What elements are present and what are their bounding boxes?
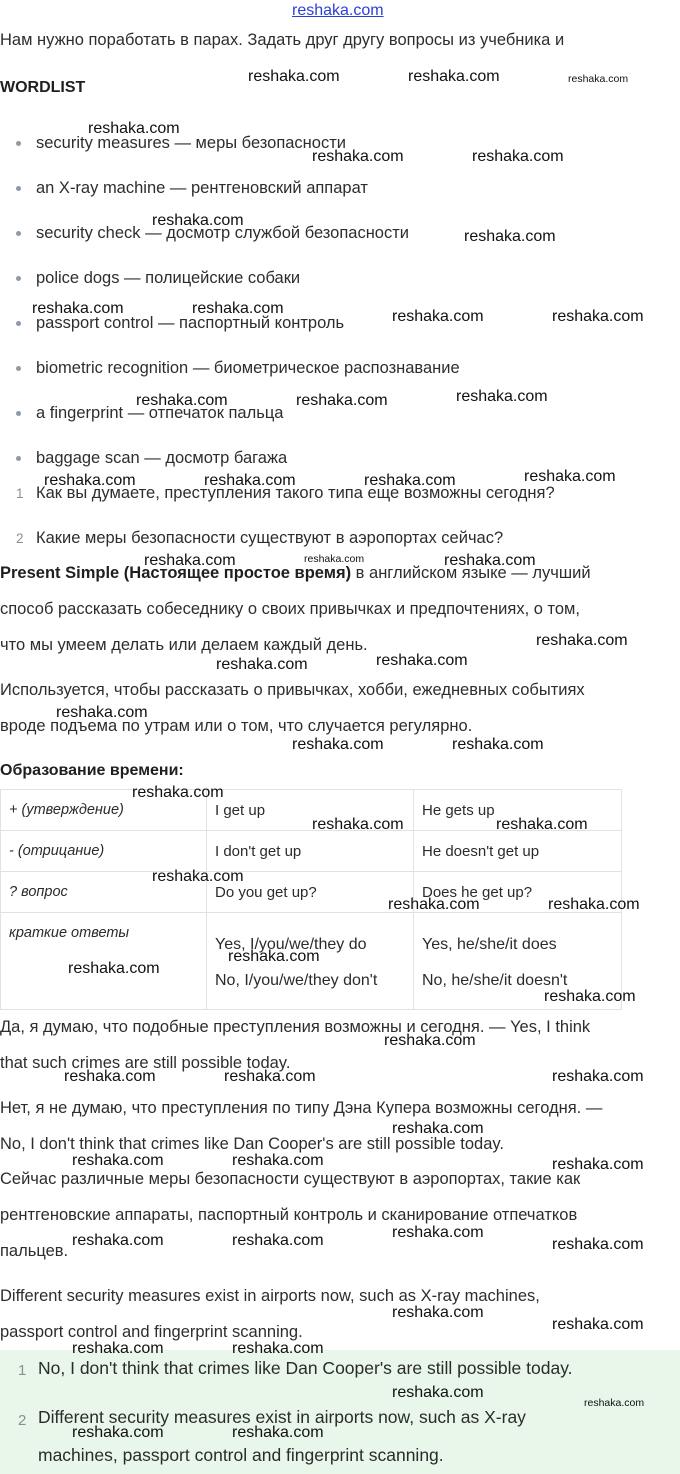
final-number: 2: [18, 1412, 27, 1429]
present-simple-line2: способ рассказать собеседнику о своих привычках и предпочтениях, о том,: [0, 600, 580, 618]
table-cell: I get up: [207, 790, 414, 831]
list-item: security check — досмотр службой безопасности: [36, 224, 410, 242]
watermark: reshaka.com: [536, 632, 628, 649]
watermark: reshaka.com: [204, 472, 296, 489]
list-item: passport control — паспортный контроль: [36, 314, 345, 332]
answer2-en: No, I don't think that crimes like Dan Cooper's are still possible today.: [0, 1135, 504, 1153]
watermark: reshaka.com: [364, 472, 456, 489]
question-text: Как вы думаете, преступления такого типа еще возможны сегодня?: [36, 484, 555, 502]
usage-line2: вроде подъема по утрам или о том, что случается регулярно.: [0, 717, 473, 735]
question-text: Какие меры безопасности существуют в аэропортах сейчас?: [36, 529, 504, 547]
watermark: reshaka.com: [88, 120, 180, 137]
answer4-line1: Different security measures exist in airports now, such as X-ray machines,: [0, 1287, 540, 1305]
header-watermark-link[interactable]: reshaka.com: [292, 2, 384, 19]
table-row: [1, 872, 622, 913]
watermark: reshaka.com: [72, 1232, 164, 1249]
watermark: reshaka.com: [144, 552, 236, 569]
watermark: reshaka.com: [44, 472, 136, 489]
watermark: reshaka.com: [72, 1340, 164, 1357]
bullet-icon: [16, 411, 21, 416]
watermark: reshaka.com: [232, 1424, 324, 1441]
watermark: reshaka.com: [584, 1397, 645, 1409]
watermark: reshaka.com: [312, 148, 404, 165]
watermark: reshaka.com: [544, 988, 636, 1005]
question-number: 2: [16, 531, 24, 546]
watermark: reshaka.com: [472, 148, 564, 165]
table-cell-label: ? вопрос: [1, 872, 207, 913]
watermark: reshaka.com: [552, 1316, 644, 1333]
list-item: security measures — меры безопасности: [36, 134, 346, 152]
answer2-ru: Нет, я не думаю, что преступления по типу Дэна Купера возможны сегодня. —: [0, 1099, 603, 1117]
bullet-icon: [16, 231, 21, 236]
watermark: reshaka.com: [388, 896, 480, 913]
watermark: reshaka.com: [452, 736, 544, 753]
present-simple-line1-rest: в английском языке — лучший: [351, 564, 591, 582]
question-number: 1: [16, 486, 24, 501]
final-number: 1: [18, 1362, 27, 1379]
watermark: reshaka.com: [152, 868, 244, 885]
watermark: reshaka.com: [524, 468, 616, 485]
watermark: reshaka.com: [56, 704, 148, 721]
answer4-line2: passport control and fingerprint scanning.: [0, 1323, 303, 1341]
watermark: reshaka.com: [232, 1340, 324, 1357]
table-cell-label: + (утверждение): [1, 790, 207, 831]
watermark: reshaka.com: [568, 73, 629, 85]
table-cell: I don't get up: [207, 831, 414, 872]
watermark: reshaka.com: [496, 816, 588, 833]
table-cell: Does he get up?: [414, 872, 622, 913]
intro-text: Нам нужно поработать в парах. Задать друг другу вопросы из учебника и: [0, 31, 565, 49]
watermark: reshaka.com: [376, 652, 468, 669]
list-item: baggage scan — досмотр багажа: [36, 449, 288, 467]
table-cell-label: - (отрицание): [1, 831, 207, 872]
list-item: police dogs — полицейские собаки: [36, 269, 301, 287]
bullet-icon: [16, 186, 21, 191]
watermark: reshaka.com: [552, 308, 644, 325]
list-item: biometric recognition — биометрическое распознавание: [36, 359, 460, 377]
answer3-line1: Сейчас различные меры безопасности существуют в аэропортах, такие как: [0, 1170, 581, 1188]
watermark: reshaka.com: [304, 553, 365, 565]
watermark: reshaka.com: [232, 1152, 324, 1169]
watermark: reshaka.com: [548, 896, 640, 913]
watermark: reshaka.com: [312, 816, 404, 833]
watermark: reshaka.com: [552, 1236, 644, 1253]
watermark: reshaka.com: [392, 1224, 484, 1241]
answer1-en: that such crimes are still possible today.: [0, 1054, 291, 1072]
watermark: reshaka.com: [292, 736, 384, 753]
watermark: reshaka.com: [228, 948, 320, 965]
watermark: reshaka.com: [192, 300, 284, 317]
watermark: reshaka.com: [392, 1120, 484, 1137]
watermark: reshaka.com: [392, 308, 484, 325]
formation-title: Образование времени:: [0, 762, 184, 779]
watermark: reshaka.com: [392, 1384, 484, 1401]
watermark: reshaka.com: [224, 1068, 316, 1085]
watermark: reshaka.com: [444, 552, 536, 569]
watermark: reshaka.com: [232, 1232, 324, 1249]
watermark: reshaka.com: [132, 784, 224, 801]
watermark: reshaka.com: [68, 960, 160, 977]
bullet-icon: [16, 141, 21, 146]
present-simple-line3: что мы умеем делать или делаем каждый день.: [0, 636, 368, 654]
watermark: reshaka.com: [552, 1068, 644, 1085]
watermark: reshaka.com: [456, 388, 548, 405]
watermark: reshaka.com: [248, 68, 340, 85]
watermark: reshaka.com: [464, 228, 556, 245]
short-no: No, he/she/it doesn't: [422, 972, 568, 989]
bullet-icon: [16, 276, 21, 281]
short-no: No, I/you/we/they don't: [215, 972, 378, 989]
table-cell: Do you get up?: [207, 872, 414, 913]
watermark: reshaka.com: [216, 656, 308, 673]
watermark: reshaka.com: [152, 212, 244, 229]
final-answer-line: Different security measures exist in airports now, such as X-ray: [38, 1407, 526, 1427]
table-cell: He gets up: [414, 790, 622, 831]
wordlist-title: WORDLIST: [0, 79, 86, 96]
table-row: [1, 831, 622, 872]
watermark: reshaka.com: [296, 392, 388, 409]
answer3-line2: рентгеновские аппараты, паспортный контроль и сканирование отпечатков: [0, 1206, 578, 1224]
watermark: reshaka.com: [72, 1152, 164, 1169]
watermark: reshaka.com: [552, 1156, 644, 1173]
watermark: reshaka.com: [408, 68, 500, 85]
short-yes: Yes, he/she/it does: [422, 936, 557, 953]
table-cell-label: краткие ответы: [1, 913, 207, 1010]
watermark: reshaka.com: [392, 1304, 484, 1321]
table-cell: He doesn't get up: [414, 831, 622, 872]
answer1-ru: Да, я думаю, что подобные преступления возможны и сегодня. — Yes, I think: [0, 1018, 591, 1036]
list-item: a fingerprint — отпечаток пальца: [36, 404, 284, 422]
usage-line1: Используется, чтобы рассказать о привычках, хобби, ежедневных событиях: [0, 681, 585, 699]
list-item: an X-ray machine — рентгеновский аппарат: [36, 179, 368, 197]
final-answer-line: No, I don't think that crimes like Dan Cooper's are still possible today.: [38, 1358, 573, 1378]
short-yes: Yes, I/you/we/they do: [215, 936, 367, 953]
bullet-icon: [16, 321, 21, 326]
answer3-line3: пальцев.: [0, 1242, 69, 1260]
watermark: reshaka.com: [72, 1424, 164, 1441]
bullet-icon: [16, 456, 21, 461]
watermark: reshaka.com: [32, 300, 124, 317]
watermark: reshaka.com: [64, 1068, 156, 1085]
watermark: reshaka.com: [136, 392, 228, 409]
bullet-icon: [16, 366, 21, 371]
watermark: reshaka.com: [384, 1032, 476, 1049]
final-answer-line: machines, passport control and fingerprint scanning.: [38, 1445, 444, 1465]
present-simple-term: Present Simple (Настоящее простое время): [0, 564, 352, 582]
